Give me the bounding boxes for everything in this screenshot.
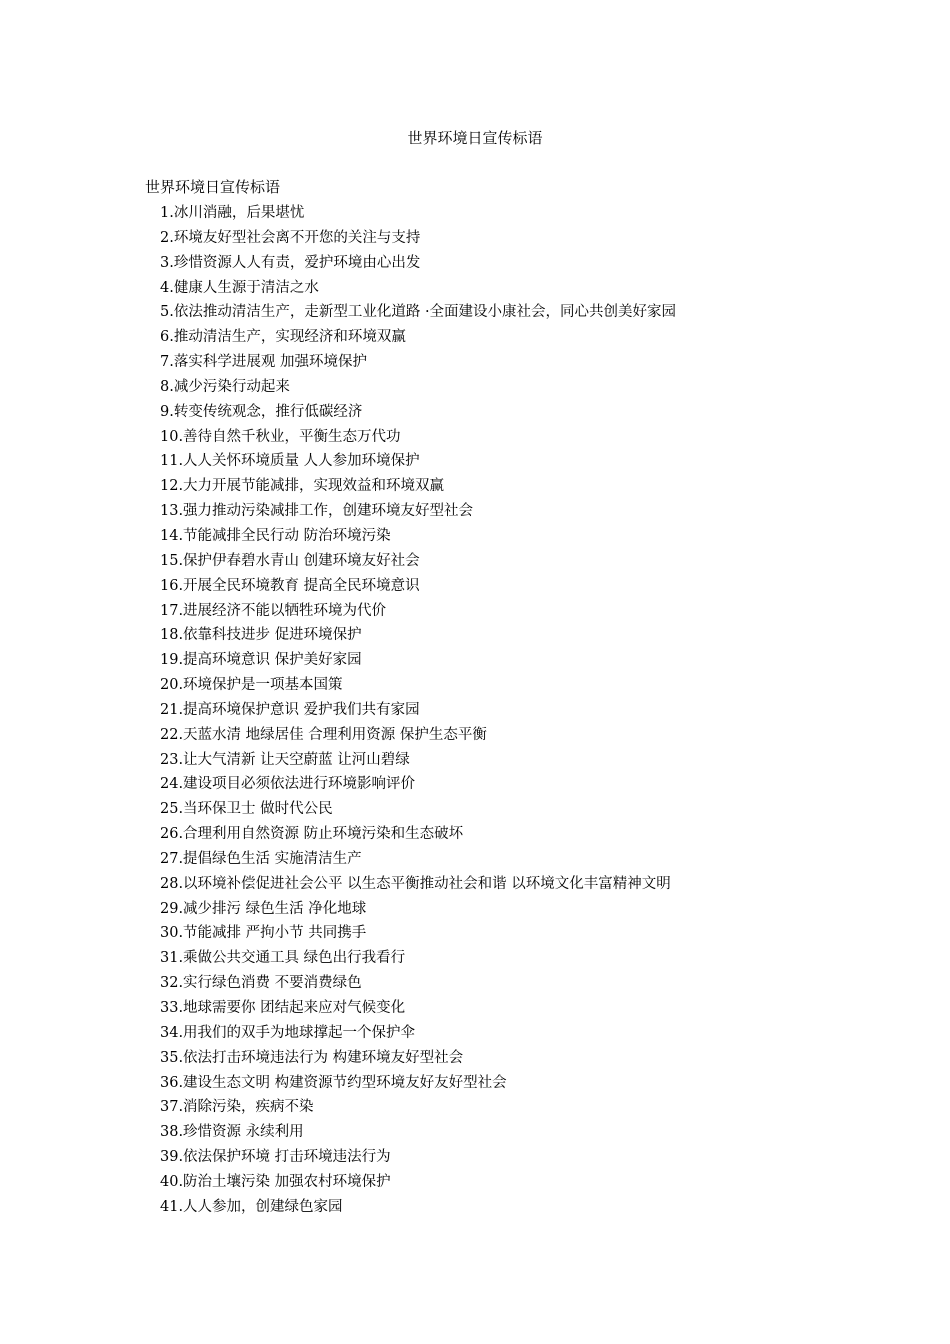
list-item: 36.建设生态文明 构建资源节约型环境友好友好型社会	[160, 1074, 507, 1091]
list-item: 41.人人参加，创建绿色家园	[160, 1198, 343, 1215]
list-item: 5.依法推动清洁生产，走新型工业化道路 ·全面建设小康社会，同心共创美好家园	[160, 304, 677, 321]
list-item: 3.珍惜资源人人有责，爱护环境由心出发	[160, 254, 421, 271]
list-item: 27.提倡绿色生活 实施清洁生产	[160, 850, 362, 867]
document-title: 世界环境日宣传标语	[407, 129, 543, 147]
list-item: 9.转变传统观念，推行低碳经济	[160, 403, 363, 420]
list-item: 7.落实科学进展观 加强环境保护	[160, 354, 367, 371]
list-item: 34.用我们的双手为地球撑起一个保护伞	[160, 1024, 416, 1041]
list-item: 38.珍惜资源 永续利用	[160, 1124, 304, 1141]
list-item: 16.开展全民环境教育 提高全民环境意识	[160, 577, 420, 594]
list-item: 33.地球需要你 团结起来应对气候变化	[160, 1000, 406, 1016]
list-item: 12.大力开展节能减排，实现效益和环境双赢	[160, 478, 445, 495]
list-item: 19.提高环境意识 保护美好家园	[160, 652, 362, 669]
list-item: 30.节能减排 严拘小节 共同携手	[160, 925, 367, 942]
list-item: 10.善待自然千秋业，平衡生态万代功	[160, 428, 401, 445]
list-item: 23.让大气清新 让天空蔚蓝 让河山碧绿	[160, 751, 410, 768]
list-item: 13.强力推动污染减排工作，创建环境友好型社会	[160, 503, 474, 520]
list-item: 31.乘做公共交通工具 绿色出行我看行	[160, 950, 406, 967]
list-item: 6.推动清洁生产，实现经济和环境双赢	[160, 329, 406, 346]
section-heading: 世界环境日宣传标语	[145, 178, 281, 196]
list-item: 37.消除污染，疾病不染	[160, 1099, 314, 1116]
list-item: 25.当环保卫士 做时代公民	[160, 801, 333, 818]
list-item: 39.依法保护环境 打击环境违法行为	[160, 1149, 391, 1166]
list-item: 8.减少污染行动起来	[160, 378, 290, 395]
list-item: 22.天蓝水清 地绿居佳 合理利用资源 保护生态平衡	[160, 726, 487, 743]
list-item: 35.依法打击环境违法行为 构建环境友好型社会	[160, 1049, 464, 1066]
list-item: 14.节能减排全民行动 防治环境污染	[160, 527, 391, 544]
list-item: 17.进展经济不能以牺牲环境为代价	[160, 602, 387, 619]
list-item: 4.健康人生源于清洁之水	[160, 279, 319, 296]
list-item: 1.冰川消融，后果堪忧	[160, 205, 305, 221]
list-item: 15.保护伊春碧水青山 创建环境友好社会	[160, 552, 420, 569]
list-item: 11.人人关怀环境质量 人人参加环境保护	[160, 453, 420, 470]
list-item: 32.实行绿色消费 不要消费绿色	[160, 975, 362, 992]
list-item: 2.环境友好型社会离不开您的关注与支持	[160, 229, 421, 246]
list-item: 21.提高环境保护意识 爱护我们共有家园	[160, 701, 420, 718]
list-item: 28.以环境补偿促进社会公平 以生态平衡推动社会和谐 以环境文化丰富精神文明	[160, 875, 671, 892]
list-item: 24.建设项目必须依法进行环境影响评价	[160, 776, 416, 793]
list-item: 26.合理利用自然资源 防止环境污染和生态破坏	[160, 826, 464, 843]
list-item: 40.防治土壤污染 加强农村环境保护	[160, 1173, 391, 1190]
slogan-list	[160, 202, 920, 1221]
list-item: 20.环境保护是一项基本国策	[160, 677, 343, 694]
list-item: 29.减少排污 绿色生活 净化地球	[160, 900, 367, 917]
list-item: 18.依靠科技进步 促进环境保护	[160, 627, 362, 644]
